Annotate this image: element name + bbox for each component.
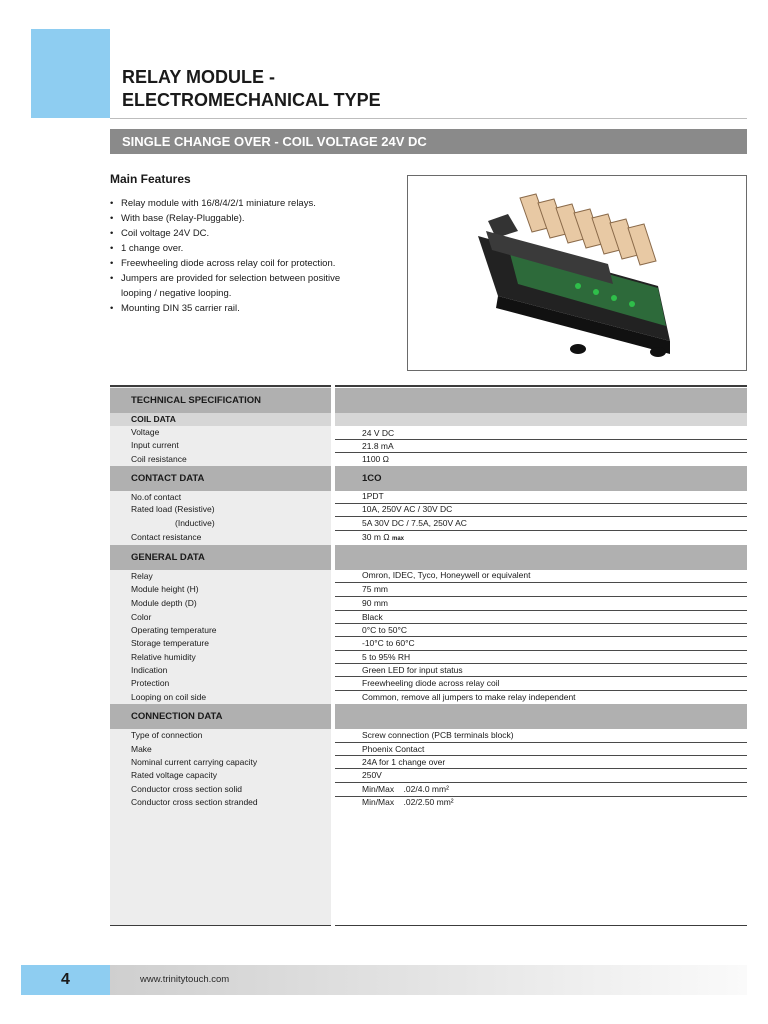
spec-label: Looping on coil side [131, 692, 207, 702]
general-data-header: GENERAL DATA [131, 552, 205, 563]
coil-subheader-bg [335, 413, 747, 426]
feature-item [110, 241, 395, 256]
bullet: • [110, 213, 114, 224]
spec-label: Type of connection [131, 730, 203, 740]
bullet: • [110, 228, 114, 239]
spec-value: Common, remove all jumpers to make relay independent [362, 692, 576, 702]
led [575, 283, 581, 289]
spec-label: Module height (H) [131, 584, 199, 594]
title-divider [110, 118, 747, 119]
spec-label: Indication [131, 665, 168, 675]
features-list [110, 196, 395, 316]
spec-value: Freewheeling diode across relay coil [362, 678, 500, 688]
spec-value: Black [362, 612, 383, 622]
spec-label: Storage temperature [131, 638, 209, 648]
spec-value: Omron, IDEC, Tyco, Honeywell or equivalent [362, 570, 531, 580]
spec-value: 0°C to 50°C [362, 625, 408, 635]
spec-value: Green LED for input status [362, 665, 463, 675]
title-line-2: ELECTROMECHANICAL TYPE [122, 90, 381, 110]
feature-text: Jumpers are provided for selection between positive [121, 273, 341, 284]
spec-label: No.of contact [131, 492, 182, 502]
spec-value: 10A, 250V AC / 30V DC [362, 504, 453, 514]
relay-module-illustration [408, 176, 747, 371]
spec-value: 5A 30V DC / 7.5A, 250V AC [362, 518, 467, 528]
spec-value: 1PDT [362, 491, 384, 501]
contact-resistance-suffix: max [392, 536, 405, 542]
table-bottom-rule [335, 925, 747, 926]
bullet: • [110, 273, 114, 284]
led [629, 301, 635, 307]
coil-data-subheader: COIL DATA [131, 414, 176, 424]
spec-label: Protection [131, 678, 170, 688]
connection-header-right [335, 704, 747, 729]
spec-label: Input current [131, 440, 179, 450]
spec-label: Relative humidity [131, 652, 196, 662]
feature-item [110, 301, 395, 316]
spec-value: 24 V DC [362, 428, 395, 438]
feature-text: Freewheeling diode across relay coil for protection. [121, 258, 336, 269]
feature-item [110, 271, 395, 286]
features-title: Main Features [110, 172, 191, 186]
feature-text: looping / negative looping. [121, 288, 232, 299]
mounting-foot [570, 344, 586, 354]
feature-text: 1 change over. [121, 243, 184, 254]
spec-value: 250V [362, 770, 382, 780]
bullet: • [110, 198, 114, 209]
spec-title: TECHNICAL SPECIFICATION [131, 395, 262, 406]
spec-label: Voltage [131, 427, 160, 437]
row-rule [335, 582, 747, 583]
spec-header-right [335, 388, 747, 413]
feature-item-continued [110, 286, 395, 301]
spec-value: 5 to 95% RH [362, 652, 411, 662]
feature-text: Coil voltage 24V DC. [121, 228, 210, 239]
feature-item [110, 196, 395, 211]
page-number: 4 [21, 965, 110, 995]
feature-item [110, 226, 395, 241]
spec-value: 90 mm [362, 598, 388, 608]
spec-value: Phoenix Contact [362, 744, 425, 754]
page-title [122, 66, 381, 112]
spec-value: Min/Max .02/4.0 mm² [362, 784, 449, 794]
header-accent-block [31, 29, 110, 118]
contact-resistance-value: 30 m Ω [362, 532, 390, 542]
footer-url: www.trinitytouch.com [140, 974, 230, 985]
product-photo [407, 175, 747, 371]
row-rule [335, 596, 747, 597]
bullet: • [110, 258, 114, 269]
spec-value: Screw connection (PCB terminals block) [362, 730, 514, 740]
bullet: • [110, 303, 114, 314]
spec-label: Contact resistance [131, 532, 202, 542]
table-top-rule [335, 385, 747, 387]
mounting-foot [650, 347, 666, 357]
general-header-right [335, 545, 747, 570]
row-rule [335, 610, 747, 611]
feature-item [110, 211, 395, 226]
row-rule [335, 439, 747, 440]
spec-value [362, 531, 404, 546]
spec-label: Rated load (Resistive) [131, 504, 215, 514]
spec-label: Make [131, 744, 152, 754]
spec-label: Color [131, 612, 152, 622]
feature-item [110, 256, 395, 271]
contact-header-right [335, 466, 747, 491]
feature-text: Relay module with 16/8/4/2/1 miniature relays. [121, 198, 316, 209]
led [593, 289, 599, 295]
title-line-1: RELAY MODULE - [122, 67, 276, 87]
spec-value: 1100 Ω [362, 454, 389, 464]
spec-label: Relay [131, 571, 153, 581]
bullet: • [110, 243, 114, 254]
feature-text: With base (Relay-Pluggable). [121, 213, 245, 224]
spec-value: 75 mm [362, 584, 388, 594]
spec-value: Min/Max .02/2.50 mm² [362, 797, 454, 807]
connection-data-header: CONNECTION DATA [131, 711, 223, 722]
spec-label: Nominal current carrying capacity [131, 757, 258, 767]
spec-label: Module depth (D) [131, 598, 197, 608]
table-top-rule [110, 385, 331, 387]
spec-label: Conductor cross section stranded [131, 797, 258, 807]
table-bottom-rule [110, 925, 331, 926]
spec-value: 24A for 1 change over [362, 757, 446, 767]
spec-label: Coil resistance [131, 454, 187, 464]
spec-value: 21.8 mA [362, 441, 394, 451]
led [611, 295, 617, 301]
spec-label: Rated voltage capacity [131, 770, 217, 780]
contact-data-header: CONTACT DATA [131, 473, 205, 484]
spec-label: Conductor cross section solid [131, 784, 243, 794]
subtitle-bar: SINGLE CHANGE OVER - COIL VOLTAGE 24V DC [110, 129, 747, 154]
row-rule [335, 768, 747, 769]
spec-label: Operating temperature [131, 625, 217, 635]
spec-label: (Inductive) [175, 518, 215, 528]
row-rule [335, 452, 747, 453]
feature-text: Mounting DIN 35 carrier rail. [121, 303, 240, 314]
contact-data-header-value: 1CO [362, 473, 382, 484]
spec-value: -10°C to 60°C [362, 638, 415, 648]
